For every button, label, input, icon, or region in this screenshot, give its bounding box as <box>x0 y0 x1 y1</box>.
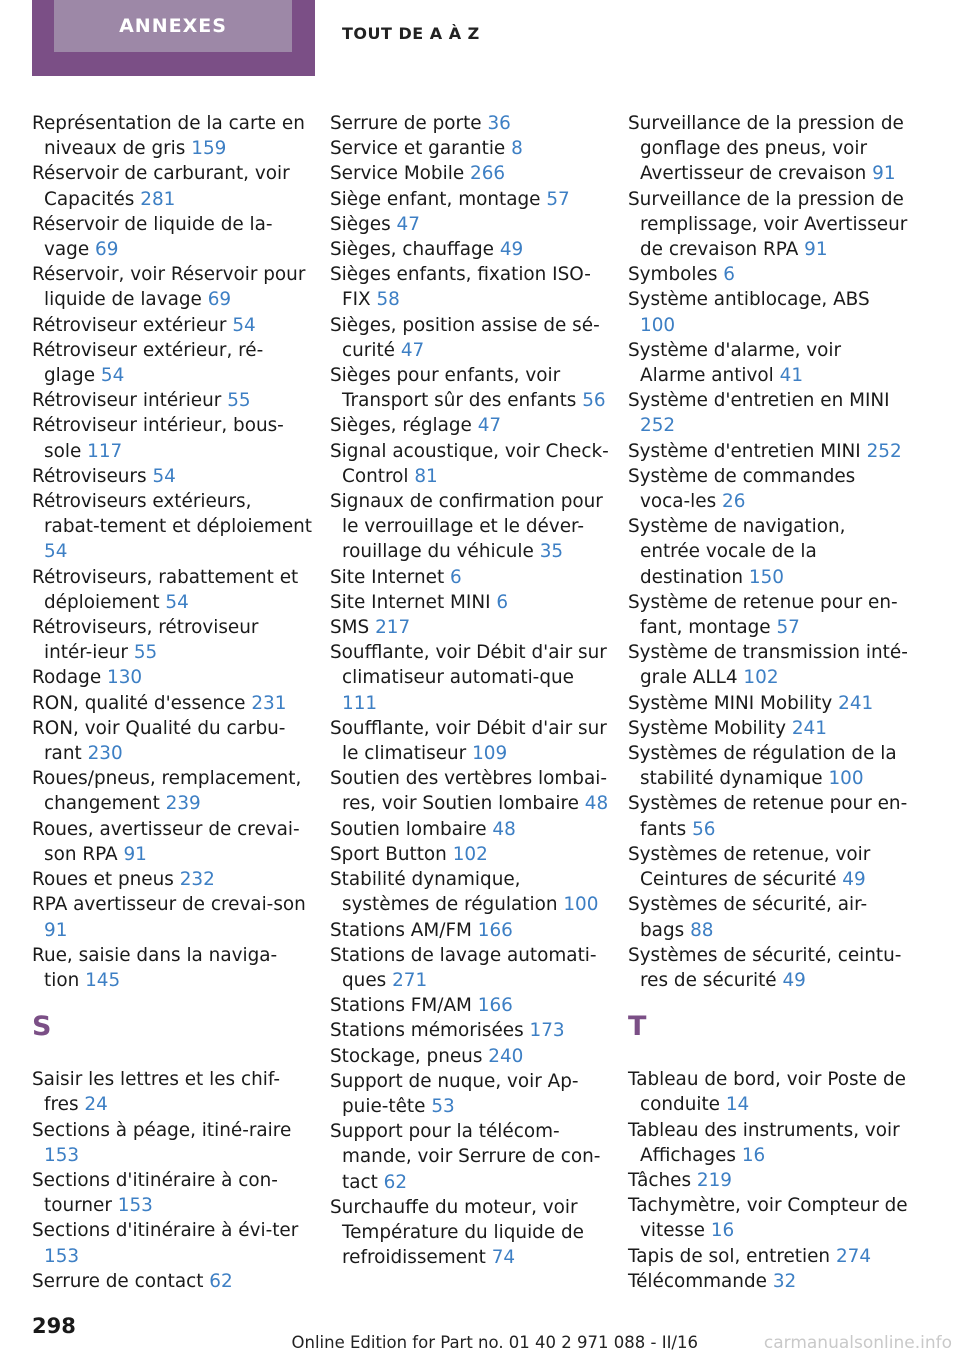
index-letter-heading: S <box>32 1011 52 1043</box>
index-entry-text: Systèmes de retenue, voir Ceintures de sécurité <box>628 843 871 891</box>
index-entry-text: Rétroviseur intérieur, bous-sole <box>32 415 284 462</box>
index-entry <box>628 1168 908 1193</box>
index-entry-text: Systèmes de sécurité, air-bags <box>628 894 868 941</box>
index-entry-text: Rétroviseurs, rabattement et déploiement <box>32 566 299 613</box>
page-number: 298 <box>32 1314 76 1338</box>
index-page-link[interactable]: 232 <box>179 869 215 891</box>
index-page-link[interactable]: 62 <box>383 1171 408 1193</box>
index-entry <box>628 1244 908 1269</box>
index-entry <box>628 590 908 640</box>
index-page-link[interactable]: 241 <box>838 692 874 714</box>
index-entry <box>330 111 610 136</box>
index-entry <box>330 212 610 237</box>
section-tab-label: ANNEXES <box>54 0 292 52</box>
index-page-link[interactable]: 173 <box>529 1020 565 1042</box>
index-page-link[interactable]: 252 <box>866 440 902 462</box>
index-entry-text: Stations de lavage automati-ques <box>330 944 597 991</box>
index-entry <box>628 187 908 263</box>
index-entry <box>628 1118 908 1168</box>
index-entry <box>330 867 610 917</box>
index-entry-text: Surveillance de la pression de remplissage, voir Avertisseur de crevaison RPA <box>628 188 908 261</box>
index-entry-text: Surveillance de la pression de gonflage des pneus, voir Avertisseur de crevaison <box>628 113 904 185</box>
index-entry-text: Sièges pour enfants, voir Transport sûr des enfants <box>330 365 577 412</box>
index-entry-text: Soufflante, voir Débit d'air sur le climatiseur <box>330 717 607 765</box>
index-entry-text: Système d'alarme, voir Alarme antivol <box>628 339 842 387</box>
index-entry-text: Télécommande <box>628 1270 767 1292</box>
index-page-link[interactable]: 111 <box>342 692 378 714</box>
index-entry <box>32 766 312 816</box>
index-entry-text: Surchauffe du moteur, voir Température du liquide de refroidissement <box>330 1196 584 1269</box>
index-entry-text: RON, voir Qualité du carbu-rant <box>32 717 286 765</box>
index-entry <box>330 1044 610 1069</box>
index-page-link[interactable]: 16 <box>710 1220 735 1242</box>
index-page-link[interactable]: 241 <box>791 717 827 739</box>
index-page-link[interactable]: 117 <box>87 440 123 462</box>
index-entry <box>32 1269 312 1294</box>
index-entry <box>628 111 908 187</box>
index-entry-text: Stations mémorisées <box>330 1020 524 1042</box>
index-entry-text: Stations AM/FM <box>330 919 472 941</box>
index-entry <box>32 212 312 262</box>
index-entry <box>330 1195 610 1271</box>
index-page-link[interactable]: 48 <box>584 793 609 815</box>
index-entry-text: Tapis de sol, entretien <box>628 1245 831 1267</box>
index-entry <box>32 1118 312 1168</box>
index-entry-text: Tableau des instruments, voir Affichages <box>628 1119 900 1166</box>
index-entry-text: Rétroviseur intérieur <box>32 390 222 412</box>
index-entry-text: Serrure de contact <box>32 1270 204 1292</box>
index-entry <box>330 993 610 1018</box>
index-page-link[interactable]: 16 <box>741 1144 766 1166</box>
index-entry-text: Réservoir, voir Réservoir pour liquide de lavage <box>32 264 306 311</box>
index-entry <box>628 439 908 464</box>
index-page-link[interactable]: 54 <box>152 465 176 487</box>
index-page-link[interactable]: 54 <box>44 541 68 563</box>
index-page-link[interactable]: 41 <box>779 365 804 387</box>
index-entry <box>330 590 610 615</box>
index-entry-text: Support pour la télécom-mande, voir Serrure de con-tact <box>330 1121 601 1193</box>
index-entry <box>628 287 908 337</box>
index-entry-text: Signaux de confirmation pour le verrouillage et le déver-rouillage du véhicule <box>330 491 603 563</box>
index-entry <box>32 817 312 867</box>
index-entry <box>330 565 610 590</box>
index-page-link[interactable]: 100 <box>640 314 676 336</box>
index-page-link[interactable]: 130 <box>107 667 143 689</box>
index-page-link[interactable]: 48 <box>492 818 516 840</box>
index-entry-text: Signal acoustique, voir Check-Control <box>330 440 609 487</box>
index-entry-text: Stabilité dynamique, systèmes de régulation <box>330 869 558 916</box>
index-entry <box>628 1067 908 1117</box>
index-entry <box>628 741 908 791</box>
index-entry-text: Sections d'itinéraire à évi-ter <box>32 1220 299 1242</box>
index-page-link[interactable]: 69 <box>207 289 232 311</box>
index-entry <box>330 413 610 438</box>
index-entry <box>32 262 312 312</box>
index-page-link[interactable]: 49 <box>782 969 806 991</box>
index-entry <box>330 766 610 816</box>
index-entry <box>32 489 312 565</box>
index-page-link[interactable]: 91 <box>872 163 896 185</box>
index-entry-text: Système antiblocage, ABS <box>628 289 870 311</box>
index-entry <box>32 665 312 690</box>
index-entry-text: Système Mobility <box>628 717 786 739</box>
index-entry <box>330 161 610 186</box>
index-entry-text: Tachymètre, voir Compteur de vitesse <box>628 1195 908 1242</box>
index-entry <box>330 489 610 565</box>
index-entry-text: Roues et pneus <box>32 869 174 891</box>
index-entry <box>330 842 610 867</box>
index-entry <box>330 1018 610 1043</box>
index-entry-text: Systèmes de régulation de la stabilité dynamique <box>628 743 897 790</box>
index-entry <box>32 413 312 463</box>
index-entry <box>330 313 610 363</box>
index-entry <box>330 943 610 993</box>
index-page-link[interactable]: 230 <box>87 743 123 765</box>
index-entry <box>628 514 908 590</box>
index-page-link[interactable]: 26 <box>722 491 746 513</box>
index-page-link[interactable]: 53 <box>431 1095 455 1117</box>
index-entry <box>32 691 312 716</box>
index-page-link[interactable]: 6 <box>723 264 735 286</box>
index-entry <box>330 363 610 413</box>
index-page-link[interactable]: 271 <box>392 969 428 991</box>
index-page-link[interactable]: 57 <box>546 188 570 210</box>
index-entry <box>628 842 908 892</box>
index-entry-text: Soufflante, voir Débit d'air sur climatiseur automati-que <box>330 642 607 689</box>
index-page-link[interactable]: 24 <box>84 1094 108 1116</box>
index-page-link[interactable]: 281 <box>140 188 176 210</box>
index-entry <box>628 943 908 993</box>
index-entry-text: SMS <box>330 617 370 639</box>
index-page-link[interactable]: 145 <box>85 969 121 991</box>
index-entry <box>32 464 312 489</box>
index-page-link[interactable]: 74 <box>491 1247 516 1269</box>
index-page-link[interactable]: 32 <box>772 1270 797 1292</box>
index-page-link[interactable]: 109 <box>472 743 508 765</box>
watermark: carmanualsonline.info <box>763 1333 952 1353</box>
index-page-link[interactable]: 91 <box>123 843 147 865</box>
index-entry <box>628 464 908 514</box>
index-page-link[interactable]: 6 <box>496 591 509 613</box>
index-page-link[interactable]: 159 <box>191 138 227 160</box>
index-entry <box>330 439 610 489</box>
section-tab <box>32 0 315 76</box>
index-page-link[interactable]: 166 <box>477 995 513 1017</box>
index-entry <box>32 313 312 338</box>
index-entry <box>628 388 908 438</box>
index-entry-text: Service Mobile <box>330 163 465 185</box>
index-entry-text: Serrure de porte <box>330 113 482 134</box>
index-page-link[interactable]: 47 <box>400 339 425 361</box>
index-entry-text: Systèmes de sécurité, ceintu-res de sécurité <box>628 944 902 991</box>
index-letter-heading: T <box>628 1011 647 1043</box>
index-page-link[interactable]: 81 <box>414 465 438 487</box>
index-entry <box>628 1193 908 1243</box>
index-entry-text: Support de nuque, voir Ap-puie-tête <box>330 1070 579 1117</box>
index-entry-text: Système d'entretien en MINI <box>628 390 890 412</box>
index-page-link[interactable]: 14 <box>725 1094 750 1116</box>
index-entry-text: Rétroviseur extérieur <box>32 314 227 336</box>
index-entry <box>32 338 312 388</box>
index-entry-text: Sections d'itinéraire à con-tourner <box>32 1169 278 1217</box>
index-page-link[interactable]: 102 <box>452 843 488 865</box>
index-page-link[interactable]: 8 <box>511 138 523 160</box>
index-entry-text: Rodage <box>32 667 102 689</box>
index-page-link[interactable]: 54 <box>100 365 125 387</box>
index-entry <box>32 943 312 993</box>
index-entry <box>330 187 610 212</box>
index-entry-text: Stations FM/AM <box>330 995 472 1017</box>
index-entry <box>628 691 908 716</box>
index-page-link[interactable]: 153 <box>44 1245 80 1267</box>
index-column-1 <box>32 111 312 1294</box>
index-page-link[interactable]: 55 <box>133 642 158 664</box>
index-entry-text: Sièges <box>330 213 391 235</box>
index-entry <box>32 111 312 161</box>
index-page-link[interactable]: 266 <box>470 163 506 185</box>
index-entry-text: Soutien lombaire <box>330 818 487 840</box>
index-entry-text: Roues/pneus, remplacement, changement <box>32 768 302 815</box>
index-entry <box>330 918 610 943</box>
index-entry <box>330 1119 610 1195</box>
index-entry <box>628 338 908 388</box>
index-entry <box>32 388 312 413</box>
index-column-3 <box>628 111 908 1294</box>
index-entry-text: Symboles <box>628 264 718 286</box>
index-page-link[interactable]: 166 <box>477 919 513 941</box>
index-entry <box>628 262 908 287</box>
index-page-link[interactable]: 62 <box>209 1270 233 1292</box>
index-entry <box>32 716 312 766</box>
index-entry-text: Système MINI Mobility <box>628 692 833 714</box>
index-page-link[interactable]: 47 <box>477 415 502 437</box>
index-entry-text: Rue, saisie dans la naviga-tion <box>32 944 278 991</box>
index-entry-text: Réservoir de carburant, voir Capacités <box>32 163 290 210</box>
index-page-link[interactable]: 49 <box>842 869 866 891</box>
index-page-link[interactable]: 47 <box>396 213 420 235</box>
index-page-link[interactable]: 91 <box>44 919 68 941</box>
index-entry-text: Sièges, chauffage <box>330 239 494 261</box>
index-page-link[interactable]: 36 <box>487 113 511 134</box>
index-entry <box>32 161 312 211</box>
index-entry <box>330 716 610 766</box>
index-page-link[interactable]: 150 <box>748 566 785 588</box>
index-entry <box>330 1069 610 1119</box>
index-page-link[interactable]: 6 <box>450 566 462 588</box>
index-entry-text: Système d'entretien MINI <box>628 440 861 462</box>
index-page-link[interactable]: 54 <box>232 314 256 336</box>
index-page-link[interactable]: 56 <box>582 390 606 412</box>
index-entry <box>628 1269 908 1294</box>
index-entry-text: Site Internet MINI <box>330 591 491 613</box>
index-entry-text: Roues, avertisseur de crevai-son RPA <box>32 818 300 865</box>
index-page-link[interactable]: 57 <box>776 617 800 639</box>
index-entry-text: Sections à péage, itiné-raire <box>32 1119 292 1141</box>
index-page-link[interactable]: 49 <box>499 239 524 261</box>
index-entry <box>330 817 610 842</box>
index-entry-text: Système de navigation, entrée vocale de la destination <box>628 516 846 588</box>
index-page-link[interactable]: 153 <box>117 1195 153 1217</box>
index-page-link[interactable]: 54 <box>165 591 189 613</box>
index-entry-text: Soutien des vertèbres lombai-res, voir Soutien lombaire <box>330 768 607 815</box>
page-header-title: TOUT DE A À Z <box>342 24 480 43</box>
index-entry <box>32 1168 312 1218</box>
index-column-2 <box>330 111 610 1270</box>
index-page-link[interactable]: 153 <box>44 1144 80 1166</box>
index-entry <box>32 615 312 665</box>
index-entry-text: RON, qualité d'essence <box>32 692 246 714</box>
index-entry <box>32 1067 312 1117</box>
index-page-link[interactable]: 252 <box>640 415 676 437</box>
index-entry-text: Système de transmission inté-grale ALL4 <box>628 642 908 689</box>
index-entry-text: Rétroviseurs, rétroviseur intér-ieur <box>32 617 259 664</box>
index-entry-text: Sièges enfants, fixation ISO-FIX <box>330 264 591 311</box>
edition-footer: Online Edition for Part no. 01 40 2 971 088 - II/16 <box>291 1333 698 1352</box>
index-entry <box>330 640 610 716</box>
index-entry <box>628 791 908 841</box>
index-entry-text: Réservoir de liquide de la-vage <box>32 213 273 261</box>
index-page-link[interactable]: 102 <box>743 667 779 689</box>
index-entry-text: Saisir les lettres et les chif-fres <box>32 1069 280 1116</box>
index-page-link[interactable]: 91 <box>804 239 828 261</box>
index-entry-text: Rétroviseurs extérieurs, rabat-tement et déploiement <box>32 491 313 538</box>
index-entry-text: Sport Button <box>330 843 447 865</box>
index-entry-text: Système de commandes voca-les <box>628 465 856 513</box>
index-entry-text: Rétroviseur extérieur, ré-glage <box>32 339 264 387</box>
index-entry-text: Sièges, position assise de sé-curité <box>330 314 600 361</box>
index-entry-text: Rétroviseurs <box>32 465 147 487</box>
index-page-link[interactable]: 35 <box>539 541 564 563</box>
index-entry-text: Stockage, pneus <box>330 1045 483 1067</box>
index-entry-text: Tâches <box>628 1169 692 1191</box>
index-page-link[interactable]: 69 <box>95 239 119 261</box>
index-page-link[interactable]: 231 <box>251 692 287 714</box>
index-entry <box>330 136 610 161</box>
index-entry-text: Sièges, réglage <box>330 415 472 437</box>
index-page-link[interactable]: 100 <box>828 768 864 790</box>
index-entry <box>628 640 908 690</box>
index-entry <box>330 262 610 312</box>
index-entry <box>330 237 610 262</box>
index-page-link[interactable]: 217 <box>375 617 411 639</box>
index-page-link[interactable]: 100 <box>563 894 599 916</box>
index-entry <box>32 867 312 892</box>
index-page-link[interactable]: 56 <box>692 818 716 840</box>
index-page-link[interactable]: 58 <box>376 289 400 311</box>
index-entry-text: Tableau de bord, voir Poste de conduite <box>628 1069 906 1116</box>
index-entry <box>330 615 610 640</box>
index-page-link[interactable]: 240 <box>488 1045 524 1067</box>
index-entry <box>32 1218 312 1268</box>
index-entry <box>628 892 908 942</box>
index-entry-text: Systèmes de retenue pour en-fants <box>628 793 908 840</box>
index-entry-text: Service et garantie <box>330 138 506 160</box>
index-page-link[interactable]: 274 <box>835 1245 872 1267</box>
index-page-link[interactable]: 219 <box>696 1169 732 1191</box>
index-entry-text: Représentation de la carte en niveaux de gris <box>32 113 305 160</box>
index-page-link[interactable]: 239 <box>165 793 201 815</box>
index-page-link[interactable]: 55 <box>227 390 251 412</box>
index-entry <box>32 565 312 615</box>
index-entry-text: Système de retenue pour en-fant, montage <box>628 591 898 639</box>
index-entry <box>628 716 908 741</box>
index-page-link[interactable]: 88 <box>690 919 714 941</box>
index-entry-text: Site Internet <box>330 566 445 588</box>
index-entry <box>32 892 312 942</box>
index-entry-text: RPA avertisseur de crevai-son <box>32 894 306 916</box>
index-entry-text: Siège enfant, montage <box>330 188 541 210</box>
